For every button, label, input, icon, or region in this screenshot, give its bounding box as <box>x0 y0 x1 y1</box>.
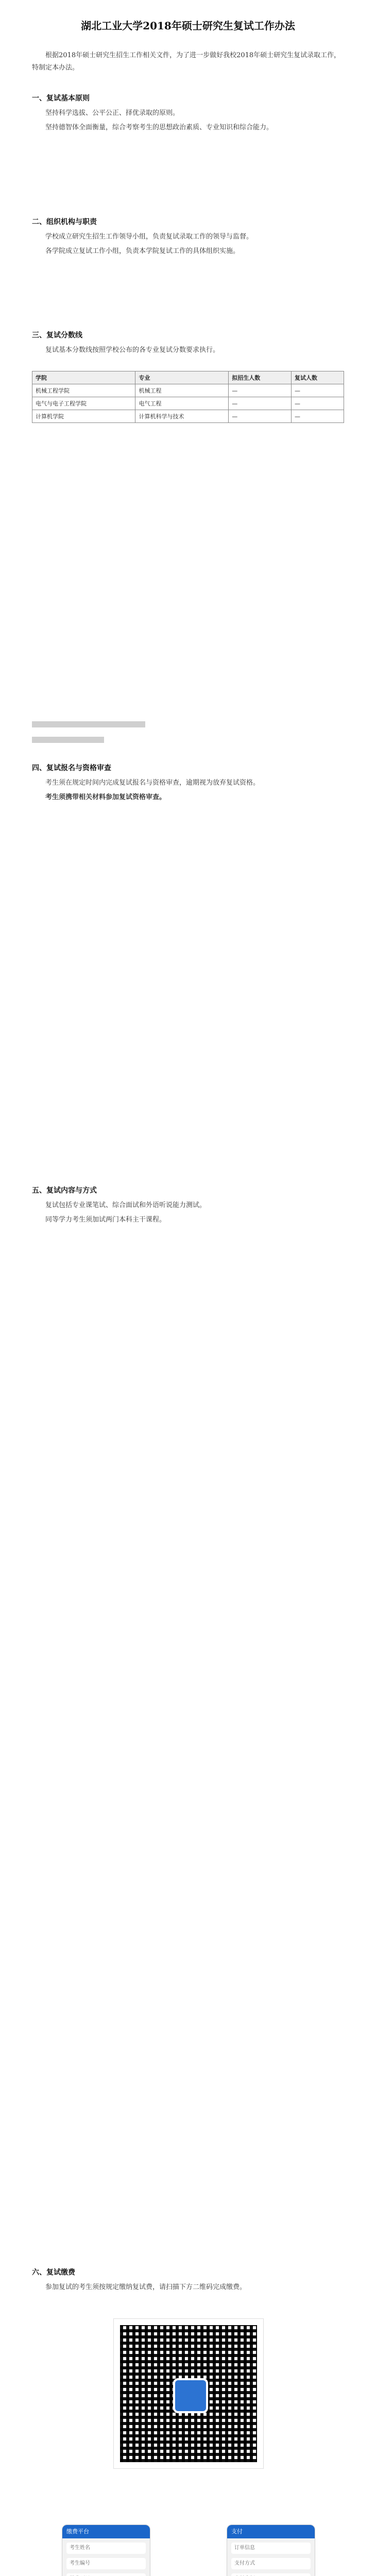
phone-field: 支付方式 <box>231 2558 311 2569</box>
section-paragraph: 同等学力考生须加试两门本科主干课程。 <box>45 1216 166 1224</box>
divider-bar <box>32 721 145 727</box>
table-row <box>32 410 344 423</box>
section-application <box>32 762 344 806</box>
quota-table-container <box>32 371 344 423</box>
table-cell: 机械工程学院 <box>32 384 135 397</box>
table-cell: 计算机科学与技术 <box>135 410 229 423</box>
table-header-cell: 专业 <box>135 371 229 384</box>
table-row <box>32 384 344 397</box>
table-cell: — <box>291 397 344 410</box>
table-cell: — <box>229 384 292 397</box>
important-note: 考生须携带相关材料参加复试资格审查。 <box>45 793 166 801</box>
table-header-cell: 学院 <box>32 371 135 384</box>
section-heading: 六、复试缴费 <box>32 2268 75 2277</box>
table-cell: 机械工程 <box>135 384 229 397</box>
phone-field <box>231 2573 311 2576</box>
section-heading: 一、复试基本原则 <box>32 94 90 103</box>
phone-title: 缴费平台 <box>62 2525 150 2538</box>
payment-screenshot-1 <box>62 2524 150 2576</box>
section-heading: 二、组织机构与职责 <box>32 218 97 226</box>
payment-screenshot-2 <box>227 2524 315 2576</box>
section-score-line <box>32 330 344 359</box>
table-cell: 计算机学院 <box>32 410 135 423</box>
phone-field: 考生编号 <box>66 2558 146 2569</box>
phone-field: 订单信息 <box>231 2543 311 2554</box>
section-paragraph: 学校成立研究生招生工作领导小组，负责复试录取工作的领导与监督。 <box>45 233 253 241</box>
quota-table <box>32 371 344 423</box>
section-principles <box>32 93 344 136</box>
qr-logo-icon <box>173 2378 208 2413</box>
section-paragraph: 参加复试的考生须按规定缴纳复试费，请扫描下方二维码完成缴费。 <box>45 2283 247 2291</box>
section-heading: 四、复试报名与资格审查 <box>32 764 111 772</box>
section-paragraph: 各学院成立复试工作小组，负责本学院复试工作的具体组织实施。 <box>45 247 240 255</box>
section-payment <box>32 2267 344 2296</box>
table-header-cell: 复试人数 <box>291 371 344 384</box>
table-cell: 电气工程 <box>135 397 229 410</box>
phone-field: 考生姓名 <box>66 2543 146 2554</box>
table-cell: 电气与电子工程学院 <box>32 397 135 410</box>
table-cell: — <box>291 410 344 423</box>
qr-code[interactable] <box>113 2318 264 2469</box>
section-heading: 三、复试分数线 <box>32 331 82 340</box>
section-organization <box>32 216 344 260</box>
table-cell: — <box>229 410 292 423</box>
phone-field <box>66 2573 146 2576</box>
table-cell: — <box>291 384 344 397</box>
section-heading: 五、复试内容与方式 <box>32 1187 97 1195</box>
section-paragraph: 复试基本分数线按照学校公布的各专业复试分数要求执行。 <box>45 346 220 354</box>
table-header-cell: 拟招生人数 <box>229 371 292 384</box>
section-paragraph: 坚持科学选拔、公平公正、择优录取的原则。 <box>45 109 180 117</box>
table-row <box>32 397 344 410</box>
table-cell: — <box>229 397 292 410</box>
intro-paragraph: 根据2018年硕士研究生招生工作相关文件，为了进一步做好我校2018年硕士研究生复试录取工作，特制定本办法。 <box>32 52 341 72</box>
section-paragraph: 复试包括专业课笔试、综合面试和外语听说能力测试。 <box>45 1201 207 1209</box>
section-content <box>32 1185 344 1228</box>
section-paragraph: 坚持德智体全面衡量，综合考察考生的思想政治素质、专业知识和综合能力。 <box>45 124 274 131</box>
page-title: 湖北工业大学2018年硕士研究生复试工作办法 <box>81 20 295 32</box>
phone-title: 支付 <box>227 2525 315 2538</box>
section-paragraph: 考生须在规定时间内完成复试报名与资格审查，逾期视为放弃复试资格。 <box>45 779 260 787</box>
divider-bar <box>32 737 104 743</box>
table-header-row <box>32 371 344 384</box>
